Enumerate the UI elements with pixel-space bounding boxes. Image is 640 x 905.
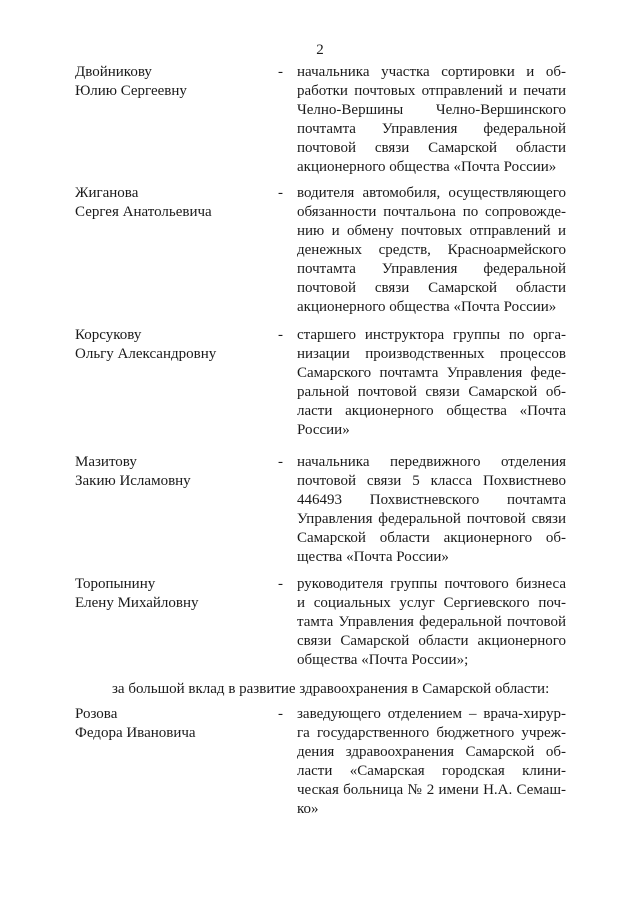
entry-dash: - [278, 64, 283, 80]
recipient-position-line: и социальных услуг Сергиевского поч- [297, 595, 566, 611]
recipient-position-line: акционерного общества «Почта России» [297, 299, 557, 315]
recipient-position-line: обязанности почтальона по сопровожде- [297, 204, 566, 220]
entry-dash: - [278, 185, 283, 201]
recipient-position-line: работки почтовых отправлений и печати [297, 83, 566, 99]
recipient-position-line: водителя автомобиля, осуществляющего [297, 185, 566, 201]
recipient-name-line: Двойникову [75, 64, 152, 80]
recipient-position-line: почтовой связи Самарской области [297, 140, 566, 156]
recipient-position [297, 326, 566, 440]
recipient-position-line: общества «Почта России»; [297, 652, 469, 668]
recipient-position-line: ласти «Самарская городская клини- [297, 763, 566, 779]
recipient-position-line: начальника передвижного отделения [297, 454, 566, 470]
recipient-position-line: почтамта Управления федеральной [297, 261, 566, 277]
recipient-position-line: Управления федеральной почтовой связи [297, 511, 566, 527]
recipient-position [297, 453, 566, 567]
recipient-position-line: тамта Управления федеральной почтовой [297, 614, 566, 630]
recipient-name-line: Сергея Анатольевича [75, 204, 212, 220]
recipient-position-line: ральной почтовой связи Самарской об- [297, 384, 566, 400]
recipient-position-line: России» [297, 422, 350, 438]
recipient-position-line: дения здравоохранения Самарской об- [297, 744, 566, 760]
recipient-position-line: щества «Почта России» [297, 549, 449, 565]
recipient-name-line: Корсукову [75, 327, 142, 343]
recipient-position-line: 446493 Похвистневского почтамта [297, 492, 566, 508]
recipient-position [297, 705, 566, 819]
recipient-name-line: Федора Ивановича [75, 725, 196, 741]
recipient-position-line: начальника участка сортировки и об- [297, 64, 566, 80]
recipient-name-line: Юлию Сергеевну [75, 83, 187, 99]
recipient-position-line: ко» [297, 801, 319, 817]
recipient-position [297, 184, 566, 317]
recipient-position-line: ческая больница № 2 имени Н.А. Семаш- [297, 782, 566, 798]
recipient-position [297, 575, 566, 670]
entry-dash: - [278, 576, 283, 592]
entry-dash: - [278, 327, 283, 343]
recipient-name [75, 575, 265, 613]
recipient-name [75, 705, 265, 743]
recipient-position-line: денежных средств, Красноармейского [297, 242, 566, 258]
recipient-position [297, 63, 566, 177]
section-heading: за большой вклад в развитие здравоохранения в Самарской области: [112, 681, 550, 697]
recipient-position-line: связи Самарской области акционерного [297, 633, 566, 649]
recipient-name-line: Жиганова [75, 185, 139, 201]
recipient-name [75, 63, 265, 101]
page-number: 2 [316, 42, 324, 58]
recipient-name-line: Закию Исламовну [75, 473, 191, 489]
recipient-position-line: руководителя группы почтового бизнеса [297, 576, 566, 592]
recipient-name [75, 326, 265, 364]
recipient-position-line: почтовой связи 5 класса Похвистнево [297, 473, 566, 489]
recipient-position-line: га государственного бюджетного учреж- [297, 725, 566, 741]
entry-dash: - [278, 454, 283, 470]
recipient-position-line: заведующего отделением – врача-хирур- [297, 706, 566, 722]
recipient-position-line: нию и обмену почтовых отправлений и [297, 223, 566, 239]
recipient-name [75, 184, 265, 222]
recipient-name-line: Мазитову [75, 454, 137, 470]
recipient-position-line: низации производственных процессов [297, 346, 566, 362]
recipient-position-line: Самарского почтамта Управления феде- [297, 365, 566, 381]
recipient-position-line: почтамта Управления федеральной [297, 121, 566, 137]
recipient-position-line: акционерного общества «Почта России» [297, 159, 557, 175]
recipient-position-line: Самарской области акционерного об- [297, 530, 566, 546]
recipient-name-line: Елену Михайловну [75, 595, 199, 611]
recipient-name-line: Ольгу Александровну [75, 346, 217, 362]
recipient-name-line: Розова [75, 706, 118, 722]
recipient-name [75, 453, 265, 491]
entry-dash: - [278, 706, 283, 722]
recipient-position-line: почтовой связи Самарской области [297, 280, 566, 296]
recipient-position-line: старшего инструктора группы по орга- [297, 327, 566, 343]
recipient-name-line: Торопынину [75, 576, 156, 592]
recipient-position-line: Челно-Вершины Челно-Вершинского [297, 102, 566, 118]
recipient-position-line: ласти акционерного общества «Почта [297, 403, 566, 419]
